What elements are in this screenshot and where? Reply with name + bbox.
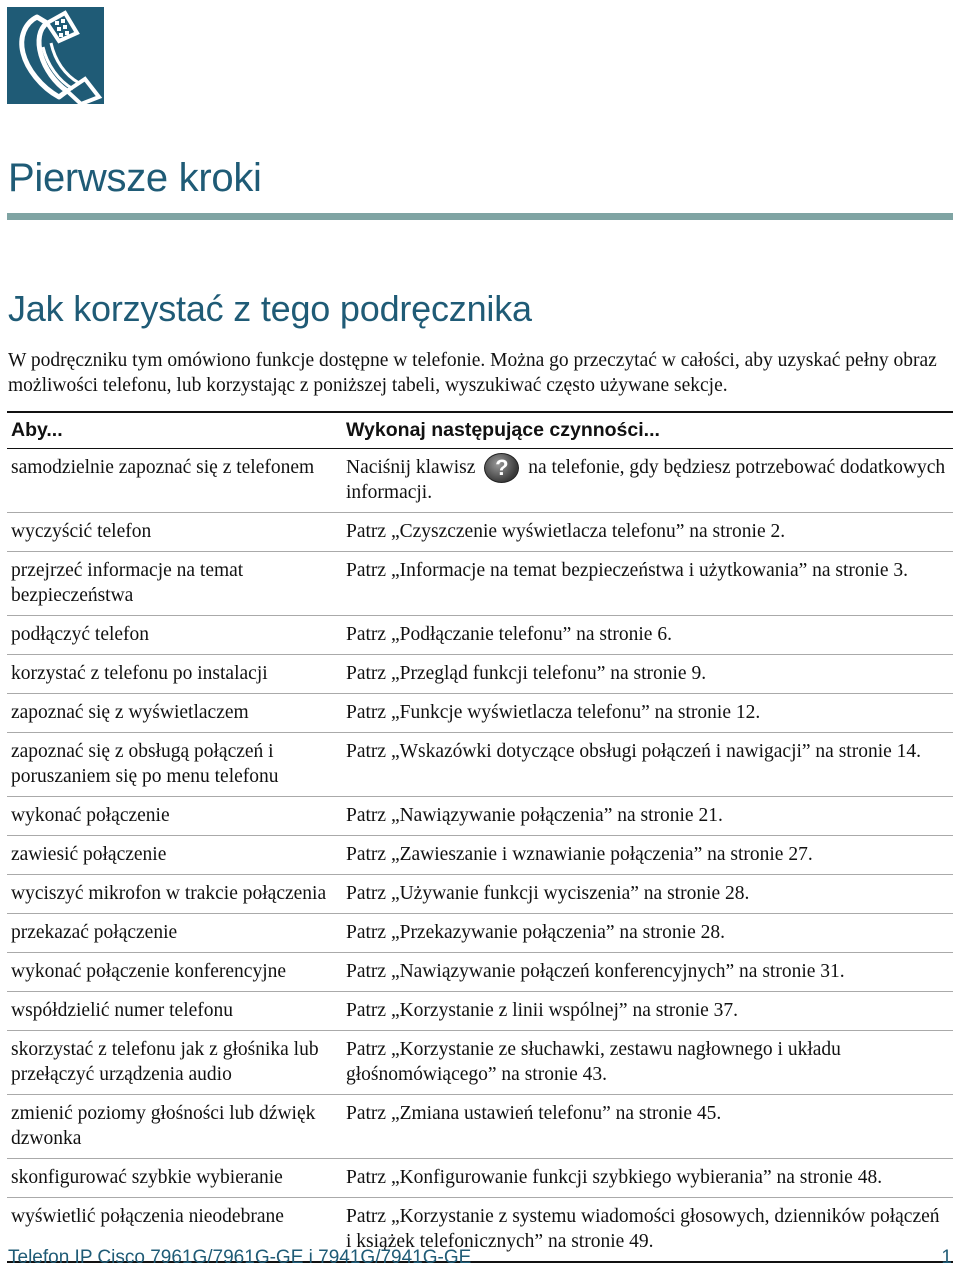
row-goal: podłączyć telefon — [11, 624, 150, 645]
chapter-title: Pierwsze kroki — [8, 156, 262, 200]
row-action: Patrz „Podłączanie telefonu” na stronie 6. — [346, 624, 672, 645]
row-action — [339, 449, 953, 512]
title-rule — [7, 213, 953, 220]
table-row — [7, 953, 953, 992]
table-row — [7, 552, 953, 616]
table-row — [7, 836, 953, 875]
row-action: Patrz „Przekazywanie połączenia” na stronie 28. — [346, 922, 725, 943]
row-action: Patrz „Informacje na temat bezpieczeństwa i użytkowania” na stronie 3. — [346, 560, 908, 581]
row-action: Patrz „Używanie funkcji wyciszenia” na stronie 28. — [346, 883, 750, 904]
header-goal: Aby... — [11, 419, 63, 441]
row-goal: wyciszyć mikrofon w trakcie połączenia — [11, 883, 327, 904]
table-row — [7, 875, 953, 914]
table-row — [7, 655, 953, 694]
table-row — [7, 449, 953, 513]
table-row — [7, 1159, 953, 1198]
row-action: Patrz „Zawieszanie i wznawianie połączenia” na stronie 27. — [346, 844, 813, 865]
row-goal: korzystać z telefonu po instalacji — [11, 663, 268, 684]
row-goal: przekazać połączenie — [11, 922, 178, 943]
row-goal: zmienić poziomy głośności lub dźwięk dzwonka — [11, 1103, 316, 1149]
phone-handset-logo-icon — [7, 7, 104, 104]
table-row — [7, 513, 953, 552]
row-action: Patrz „Przegląd funkcji telefonu” na stronie 9. — [346, 663, 707, 684]
header-action: Wykonaj następujące czynności... — [346, 419, 660, 441]
table-body — [7, 513, 953, 1263]
action-text-before: Naciśnij klawisz — [346, 457, 476, 478]
row-action: Patrz „Czyszczenie wyświetlacza telefonu” na stronie 2. — [346, 521, 786, 542]
action-text-after: na telefonie, gdy będziesz potrzebować dodatkowych informacji. — [346, 457, 946, 503]
row-goal: współdzielić numer telefonu — [11, 1000, 234, 1021]
row-action: Patrz „Nawiązywanie połączenia” na stronie 21. — [346, 805, 723, 826]
section-title: Jak korzystać z tego podręcznika — [8, 288, 532, 329]
table-row — [7, 1095, 953, 1159]
table-row — [7, 1031, 953, 1095]
table-row — [7, 616, 953, 655]
table-row — [7, 733, 953, 797]
row-goal: wyświetlić połączenia nieodebrane — [11, 1206, 284, 1227]
table-row — [7, 694, 953, 733]
row-goal: zawiesić połączenie — [11, 844, 167, 865]
row-goal: skonfigurować szybkie wybieranie — [11, 1167, 283, 1188]
table-row — [7, 992, 953, 1031]
row-goal: zapoznać się z obsługą połączeń i poruszaniem się po menu telefonu — [11, 741, 279, 787]
help-key-glyph: ? — [495, 454, 509, 480]
table-row — [7, 797, 953, 836]
footer-page-number: 1 — [941, 1247, 952, 1268]
table-header-row — [7, 413, 953, 449]
row-action: Patrz „Korzystanie z linii wspólnej” na stronie 37. — [346, 1000, 739, 1021]
row-action: Patrz „Korzystanie z systemu wiadomości głosowych, dzienników połączeń i książek telefonicznych” na stronie 49. — [346, 1206, 940, 1252]
table-row — [7, 914, 953, 953]
row-action: Patrz „Korzystanie ze słuchawki, zestawu nagłownego i układu głośnomówiącego” na stronie 43. — [346, 1039, 841, 1085]
row-action: Patrz „Wskazówki dotyczące obsługi połączeń i nawigacji” na stronie 14. — [346, 741, 922, 762]
row-action: Patrz „Funkcje wyświetlacza telefonu” na stronie 12. — [346, 702, 761, 723]
footer-product: Telefon IP Cisco 7961G/7961G-GE i 7941G/7941G-GE — [8, 1247, 472, 1268]
row-goal: wykonać połączenie konferencyjne — [11, 961, 287, 982]
help-question-key-icon — [484, 453, 519, 483]
row-goal: przejrzeć informacje na temat bezpieczeństwa — [11, 560, 244, 606]
row-goal: skorzystać z telefonu jak z głośnika lub przełączyć urządzenia audio — [11, 1039, 319, 1085]
intro-paragraph: W podręczniku tym omówiono funkcje dostępne w telefonie. Można go przeczytać w całości, aby uzyskać pełny obraz możliwości telefonu, lub korzystając z poniższej tabeli, wyszukiwać często używane sekcje. — [8, 350, 937, 396]
row-goal: zapoznać się z wyświetlaczem — [11, 702, 249, 723]
guide-table — [7, 411, 953, 1263]
row-action: Patrz „Konfigurowanie funkcji szybkiego wybierania” na stronie 48. — [346, 1167, 883, 1188]
row-goal: wykonać połączenie — [11, 805, 170, 826]
row-goal: samodzielnie zapoznać się z telefonem — [11, 457, 315, 478]
row-action: Patrz „Nawiązywanie połączeń konferencyjnych” na stronie 31. — [346, 961, 845, 982]
row-action: Patrz „Zmiana ustawień telefonu” na stronie 45. — [346, 1103, 722, 1124]
row-goal: wyczyścić telefon — [11, 521, 152, 542]
